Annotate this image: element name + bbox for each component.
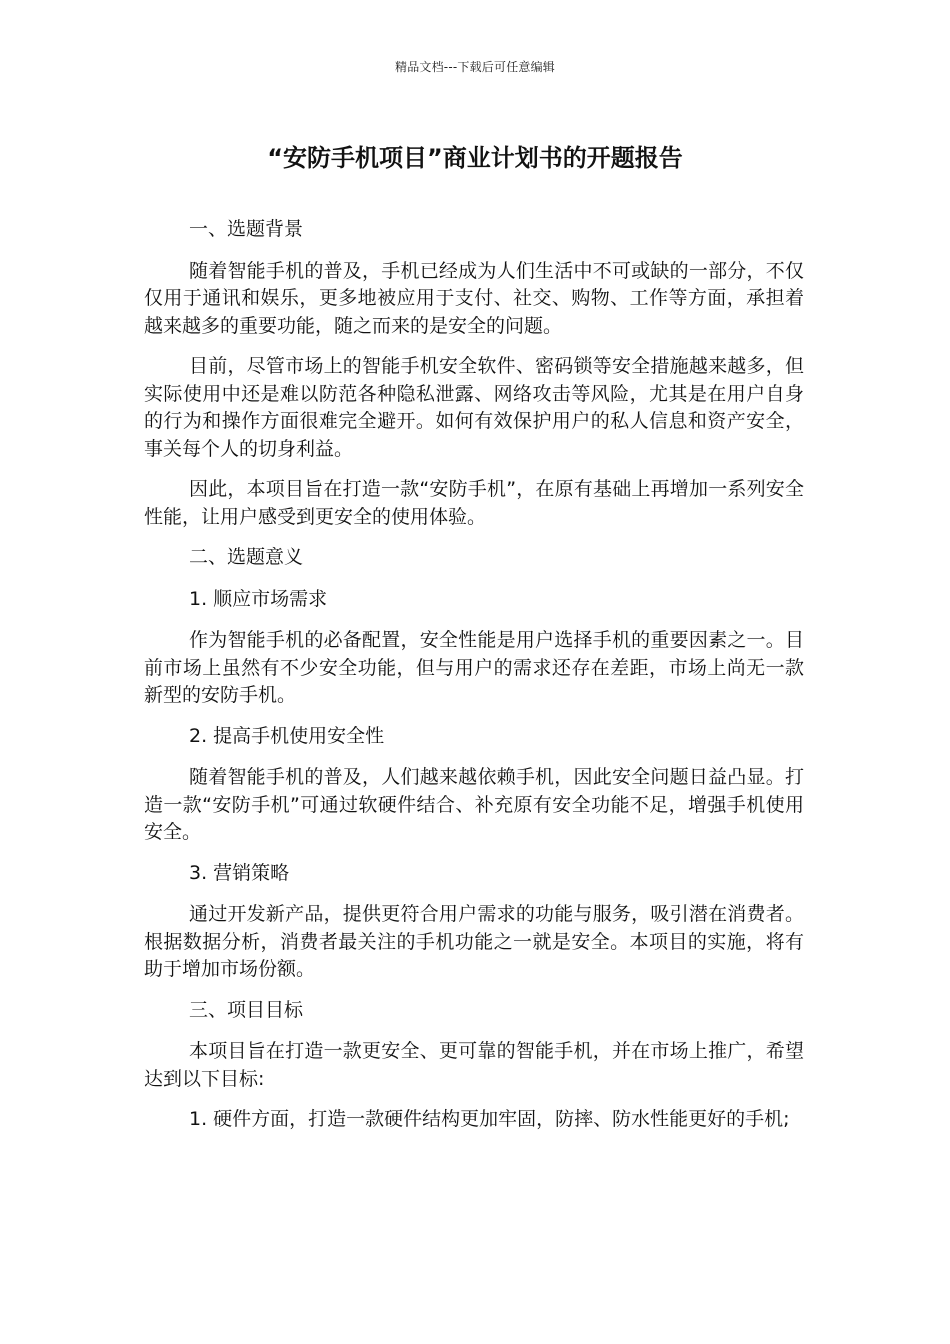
document-body [144, 216, 804, 1147]
subheading: 3. 营销策略 [189, 861, 290, 884]
paragraph: 因此，本项目旨在打造一款“安防手机”，在原有基础上再增加一系列安全性能，让用户感受到更安全的使用体验。 [144, 478, 804, 528]
section-heading-background: 一、选题背景 [189, 218, 304, 240]
subheading: 1. 顺应市场需求 [189, 587, 328, 610]
page-title: “安防手机项目”商业计划书的开题报告 [267, 144, 683, 172]
paragraph: 随着智能手机的普及，手机已经成为人们生活中不可或缺的一部分，不仅仅用于通讯和娱乐，更多地被应用于支付、社交、购物、工作等方面，承担着越来越多的重要功能，随之而来的是安全的问题。 [144, 259, 804, 337]
section-heading-goals: 三、项目目标 [189, 998, 304, 1021]
paragraph: 通过开发新产品，提供更符合用户需求的功能与服务，吸引潜在消费者。根据数据分析，消费者最关注的手机功能之一就是安全。本项目的实施，将有助于增加市场份额。 [144, 903, 804, 980]
paragraph: 作为智能手机的必备配置，安全性能是用户选择手机的重要因素之一。目前市场上虽然有不少安全功能，但与用户的需求还存在差距，市场上尚无一款新型的安防手机。 [144, 629, 804, 706]
paragraph: 本项目旨在打造一款更安全、更可靠的智能手机，并在市场上推广，希望达到以下目标: [144, 1040, 804, 1090]
paragraph: 目前，尽管市场上的智能手机安全软件、密码锁等安全措施越来越多，但实际使用中还是难以防范各种隐私泄露、网络攻击等风险，尤其是在用户自身的行为和操作方面很难完全避开。如何有效保护用户的私人信息和资产安全，事关每个人的切身利益。 [144, 355, 804, 460]
subheading: 2. 提高手机使用安全性 [189, 724, 385, 747]
section-heading-significance: 二、选题意义 [189, 546, 304, 568]
header-note: 精品文档---下载后可任意编辑 [395, 60, 555, 74]
list-item: 1. 硬件方面，打造一款硬件结构更加牢固，防摔、防水性能更好的手机; [189, 1108, 790, 1130]
paragraph: 随着智能手机的普及，人们越来越依赖手机，因此安全问题日益凸显。打造一款“安防手机”可通过软硬件结合、补充原有安全功能不足，增强手机使用安全。 [144, 766, 804, 843]
